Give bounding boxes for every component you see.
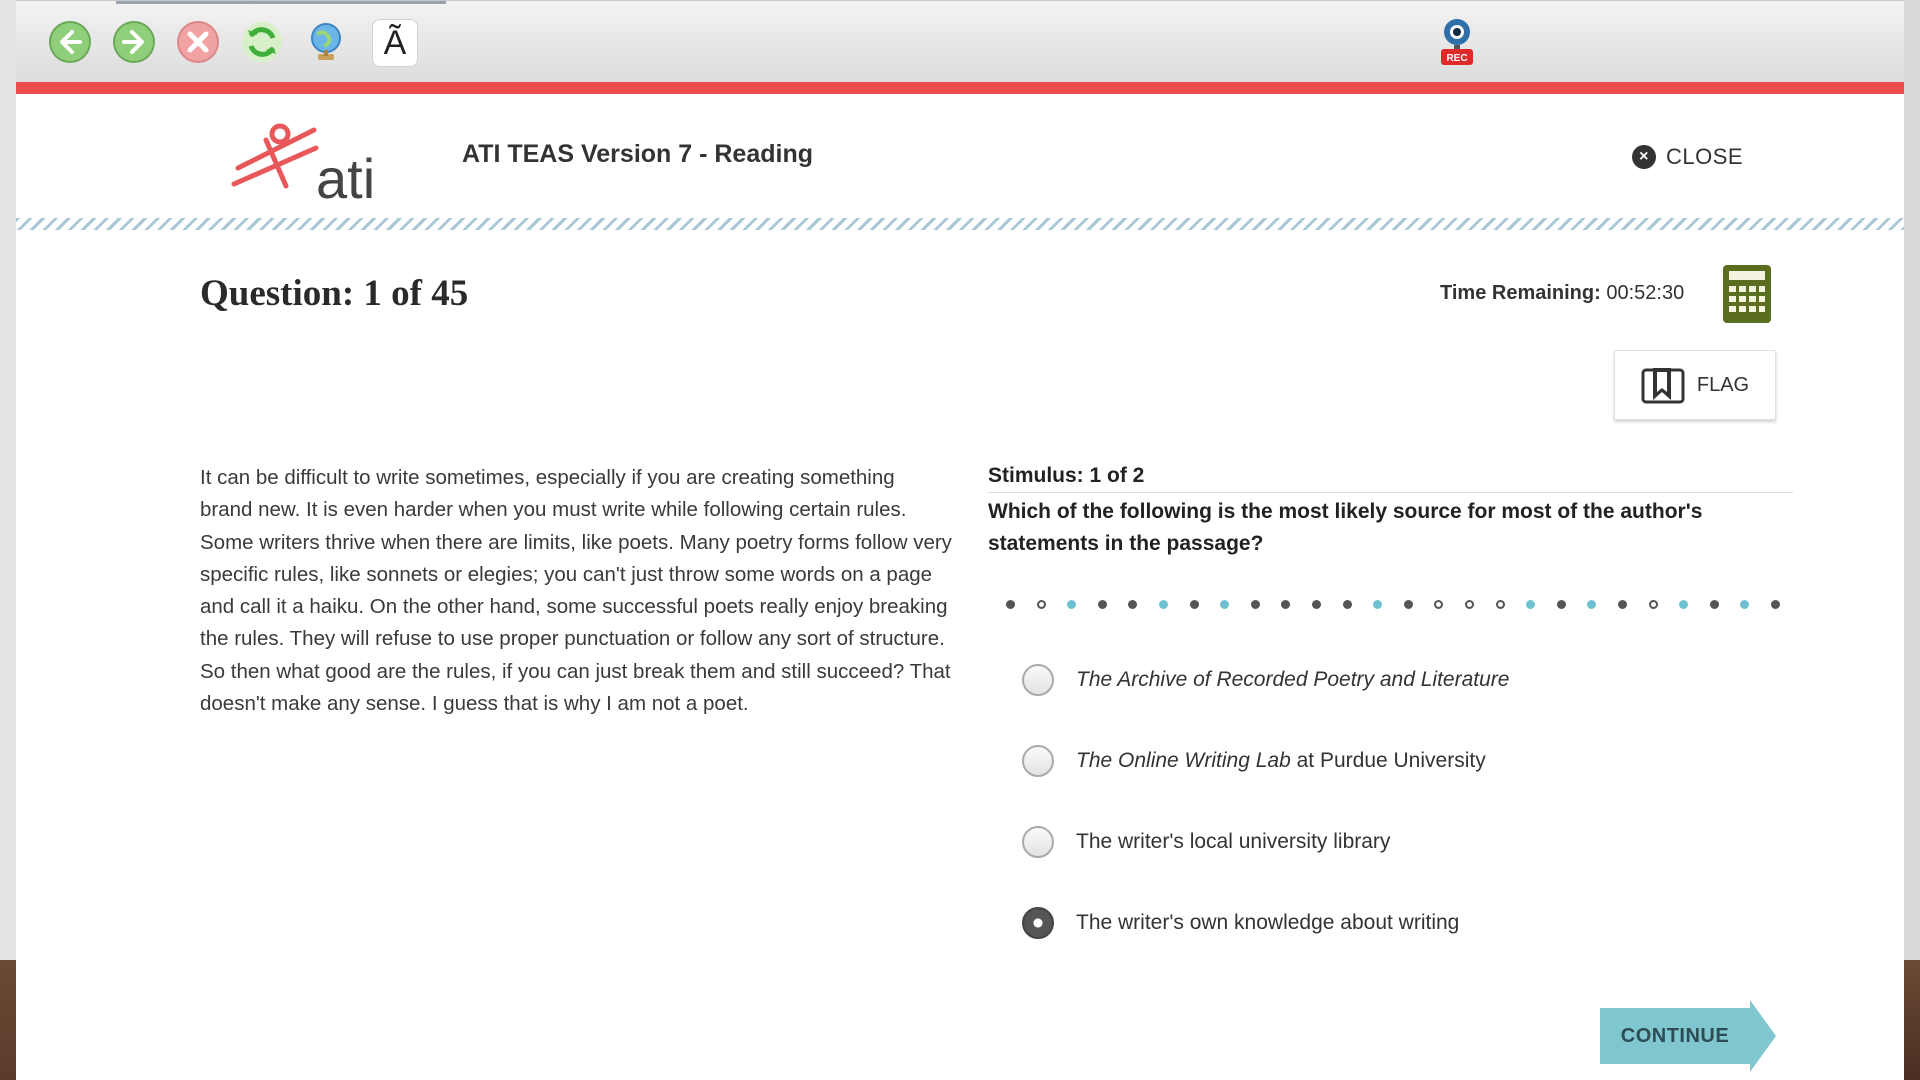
progress-dot (1587, 600, 1596, 609)
webcam-rec-icon (1438, 15, 1476, 69)
progress-dot (1281, 600, 1290, 609)
progress-dot (1557, 600, 1566, 609)
continue-arrow-icon (1750, 1000, 1776, 1072)
forward-button[interactable] (112, 20, 156, 64)
close-circle-icon: × (1632, 145, 1656, 169)
radio-button[interactable] (1022, 745, 1054, 777)
progress-dot (1312, 600, 1321, 609)
answer-choice-label (1076, 749, 1486, 773)
progress-dot (1679, 600, 1688, 609)
progress-dot (1710, 600, 1719, 609)
browser-window (16, 0, 1904, 1080)
flag-button[interactable] (1614, 350, 1776, 420)
exam-title: ATI TEAS Version 7 - Reading (462, 140, 813, 168)
answer-choice-1[interactable] (1022, 664, 1509, 696)
refresh-icon (240, 20, 284, 64)
ati-logo (216, 114, 396, 204)
progress-dot (1434, 600, 1443, 609)
answer-choice-2[interactable] (1022, 745, 1486, 777)
answer-choice-label (1076, 668, 1509, 692)
progress-dot (1526, 600, 1535, 609)
text-size-icon: Ã (383, 23, 407, 62)
radio-button[interactable] (1022, 907, 1054, 939)
tab-edge (116, 1, 446, 4)
time-label: Time Remaining: (1440, 282, 1601, 304)
refresh-button[interactable] (240, 20, 284, 64)
progress-dot (1098, 600, 1107, 609)
logo-text: ati (316, 147, 376, 204)
browser-toolbar (16, 0, 1904, 83)
radio-button[interactable] (1022, 664, 1054, 696)
progress-dot (1128, 600, 1137, 609)
progress-dot (1465, 600, 1474, 609)
progress-dot (1740, 600, 1749, 609)
back-button[interactable] (48, 20, 92, 64)
answer-choice-3[interactable] (1022, 826, 1390, 858)
close-button[interactable] (1632, 144, 1743, 170)
answer-plain-text: at Purdue University (1290, 749, 1486, 772)
question-text: Which of the following is the most likely source for most of the author's statements in the passage? (988, 500, 1703, 555)
progress-dot (1006, 600, 1015, 609)
progress-dot (1037, 600, 1046, 609)
stop-x-icon (176, 20, 220, 64)
progress-dot (1251, 600, 1260, 609)
progress-dot (1496, 600, 1505, 609)
answer-choice-label (1076, 830, 1390, 854)
app-header (16, 94, 1904, 220)
answer-choice-4[interactable] (1022, 907, 1459, 939)
answer-choice-label (1076, 911, 1459, 935)
accent-bar (16, 82, 1904, 94)
progress-dot (1649, 600, 1658, 609)
right-frame-edge (1904, 0, 1920, 1080)
answer-italic-text: The Archive of Recorded Poetry and Literature (1076, 668, 1510, 691)
continue-label: CONTINUE (1600, 1008, 1750, 1064)
progress-dot (1159, 600, 1168, 609)
globe-icon (304, 20, 348, 64)
stop-button[interactable] (176, 20, 220, 64)
radio-button[interactable] (1022, 826, 1054, 858)
progress-dot (1067, 600, 1076, 609)
text-size-button[interactable] (372, 19, 418, 67)
flag-bookmark-icon (1641, 366, 1685, 404)
progress-dot (1343, 600, 1352, 609)
answer-plain-text: The writer's own knowledge about writing (1076, 911, 1460, 934)
time-remaining (1440, 282, 1684, 305)
progress-dot (1373, 600, 1382, 609)
time-value: 00:52:30 (1606, 282, 1685, 304)
progress-dot (1404, 600, 1413, 609)
home-globe-button[interactable] (304, 20, 348, 64)
header-divider (16, 218, 1904, 230)
ati-logo-icon (216, 114, 396, 204)
close-label: CLOSE (1666, 144, 1744, 169)
back-arrow-icon (48, 20, 92, 64)
progress-dot (1771, 600, 1780, 609)
stimulus-counter: Stimulus: 1 of 2 (988, 464, 1793, 493)
progress-dots (1006, 600, 1796, 614)
flag-label: FLAG (1696, 373, 1750, 396)
left-frame-edge (0, 0, 16, 1080)
progress-dot (1190, 600, 1199, 609)
progress-dot (1220, 600, 1229, 609)
progress-dot (1618, 600, 1627, 609)
reading-passage: It can be difficult to write sometimes, especially if you are creating something brand new. It is even harder when you must write while following certain rules. Some writers thrive when there are limits, like poets. Many poetry forms follow very specific rules, like sonnets or elegies; you can't just throw some words on a page and call it a haiku. On the other hand, some successful poets really enjoy breaking the rules. They will refuse to use proper punctuation or follow any sort of structure. So then what good are the rules, if you can just break them and still succeed? That doesn't make any sense. I guess that is why I am not a poet. (200, 466, 952, 716)
calculator-button[interactable] (1722, 264, 1772, 324)
continue-button[interactable] (1600, 1000, 1760, 1072)
recording-indicator (1438, 15, 1476, 69)
forward-arrow-icon (112, 20, 156, 64)
calculator-icon (1722, 264, 1772, 324)
answer-plain-text: The writer's local university library (1076, 830, 1391, 853)
answer-italic-text: The Online Writing Lab (1076, 749, 1291, 772)
rec-label: REC (1446, 53, 1468, 64)
question-counter: Question: 1 of 45 (200, 273, 469, 314)
